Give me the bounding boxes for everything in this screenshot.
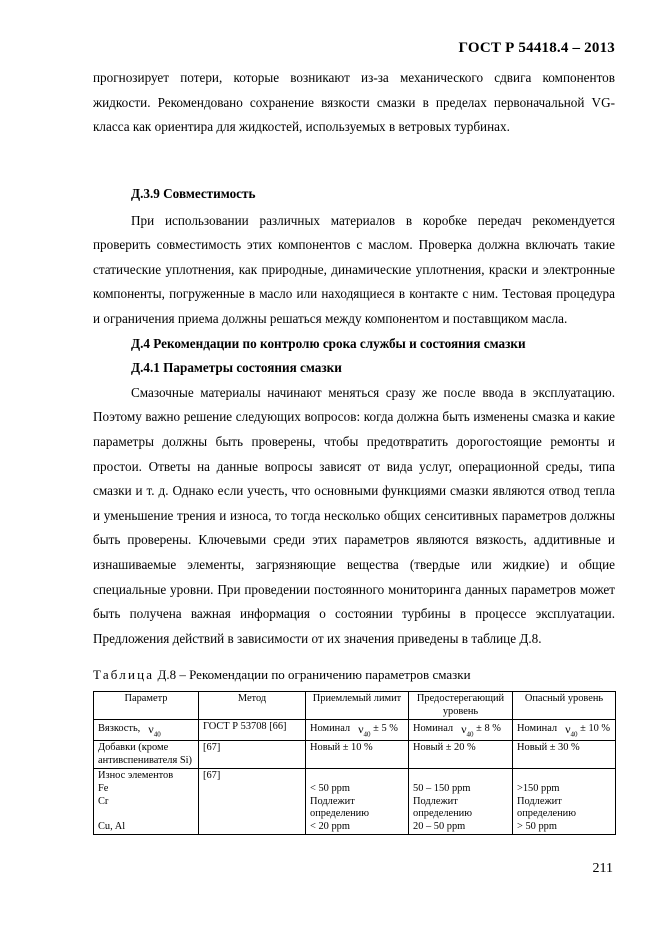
- paragraph-text: прогнозирует потери, которые возникают из-за механического сдвига компонентов жидкости. Рекомендовано сохранение вязкости смазки в пределах первоначальной VG-класса как ориентира для жидкостей, используемых в ветровых турбинах.: [93, 70, 615, 135]
- viscosity-symbol: $\nu_{40}$: [461, 722, 474, 739]
- table-cell: Новый ± 10 %: [306, 741, 409, 769]
- table-cell: Вязкость, $\nu_{40}$: [94, 720, 199, 741]
- section-heading-lubricant-monitoring: Д.4 Рекомендации по контролю срока службы и состояния смазки: [131, 335, 526, 351]
- lubricant-limits-table: [93, 691, 616, 835]
- table-cell: [67]: [199, 741, 306, 769]
- table-cell: Добавки (кроме антивспенивателя Si): [94, 741, 199, 769]
- body-paragraph-2: При использовании различных материалов в коробке передач рекомендуется проверить совместимость этих компонентов с маслом. Проверка должна включать такие статические уплотнения, как природные, динамические уплотнения, краски и электронные компоненты, погруженные в масло или находящиеся в контакте с ним. Тестовая процедура и ограничения приема должны решаться между компонентом и поставщиком масла.: [93, 212, 615, 326]
- table-cell: Номинал $\nu_{40} \pm 8$ %: [409, 720, 513, 741]
- table-cell: ГОСТ Р 53708 [66]: [199, 720, 306, 741]
- table-row: [94, 720, 616, 741]
- table-cell: Износ элементов Fe Cr Cu, Al: [94, 769, 199, 835]
- document-header: ГОСТ Р 54418.4 – 2013: [458, 40, 615, 56]
- viscosity-symbol: $\nu_{40}$: [565, 722, 578, 739]
- table-cell: >150 ppm Подлежит определению > 50 ppm: [513, 769, 616, 835]
- table-header-row: [94, 692, 616, 720]
- table-header-cell: Параметр: [94, 692, 199, 720]
- table-row: [94, 769, 616, 835]
- section-heading-compatibility: Д.3.9 Совместимость: [131, 186, 256, 201]
- table-header-cell: Приемлемый лимит: [306, 692, 409, 720]
- table-cell: Номинал $\nu_{40} \pm 5$ %: [306, 720, 409, 741]
- body-paragraph-3: Смазочные материалы начинают меняться сразу же после ввода в эксплуатацию. Поэтому важно решение следующих вопросов: когда должна быть изменены смазка и какие параметры должны быть проверены, чтобы предотвратить дорогостоящие ремонты и простои. Ответы на данные вопросы зависят от вида услуг, операционной среды, типа смазки и т. д. Однако если учесть, что основными функциями смазки являются отвод тепла и уменьшение трения и износа, то тогда несколько общих сенситивных параметров должны быть проверены. Ключевыми среди этих параметров являются вязкость, аддитивные и изнашиваемые элементы, загрязняющие вещества (твердые или жидкие) и общие специальные уровни. При проведении постоянного мониторинга данных параметров может быть получена важная информация о состоянии турбины в процессе эксплуатации. Предложения действий в зависимости от их значения приведены в таблице Д.8.: [93, 384, 615, 646]
- page-number: 211: [592, 861, 613, 876]
- table-caption-prefix: Таблица: [93, 667, 155, 682]
- table-caption: [93, 667, 471, 683]
- viscosity-symbol: $\nu_{40}$: [148, 722, 161, 739]
- table-row: [94, 741, 616, 769]
- table-cell: Новый ± 20 %: [409, 741, 513, 769]
- table-cell: Номинал $\nu_{40} \pm 10$ %: [513, 720, 616, 741]
- table-cell: 50 – 150 ppm Подлежит определению 20 – 50 ppm: [409, 769, 513, 835]
- section-heading-condition-parameters: Д.4.1 Параметры состояния смазки: [131, 360, 342, 376]
- table-cell: < 50 ppm Подлежит определению < 20 ppm: [306, 769, 409, 835]
- table-cell: [67]: [199, 769, 306, 835]
- section-block: [93, 182, 615, 651]
- viscosity-symbol: $\nu_{40}$: [358, 722, 371, 739]
- table-header-cell: Метод: [199, 692, 306, 720]
- table-header-cell: Предостерегающий уровень: [409, 692, 513, 720]
- table-header-cell: Опасный уровень: [513, 692, 616, 720]
- table-caption-text: Д.8 – Рекомендации по ограничению параметров смазки: [157, 667, 471, 682]
- table-cell: Новый ± 30 %: [513, 741, 616, 769]
- body-paragraph-1: [93, 66, 615, 140]
